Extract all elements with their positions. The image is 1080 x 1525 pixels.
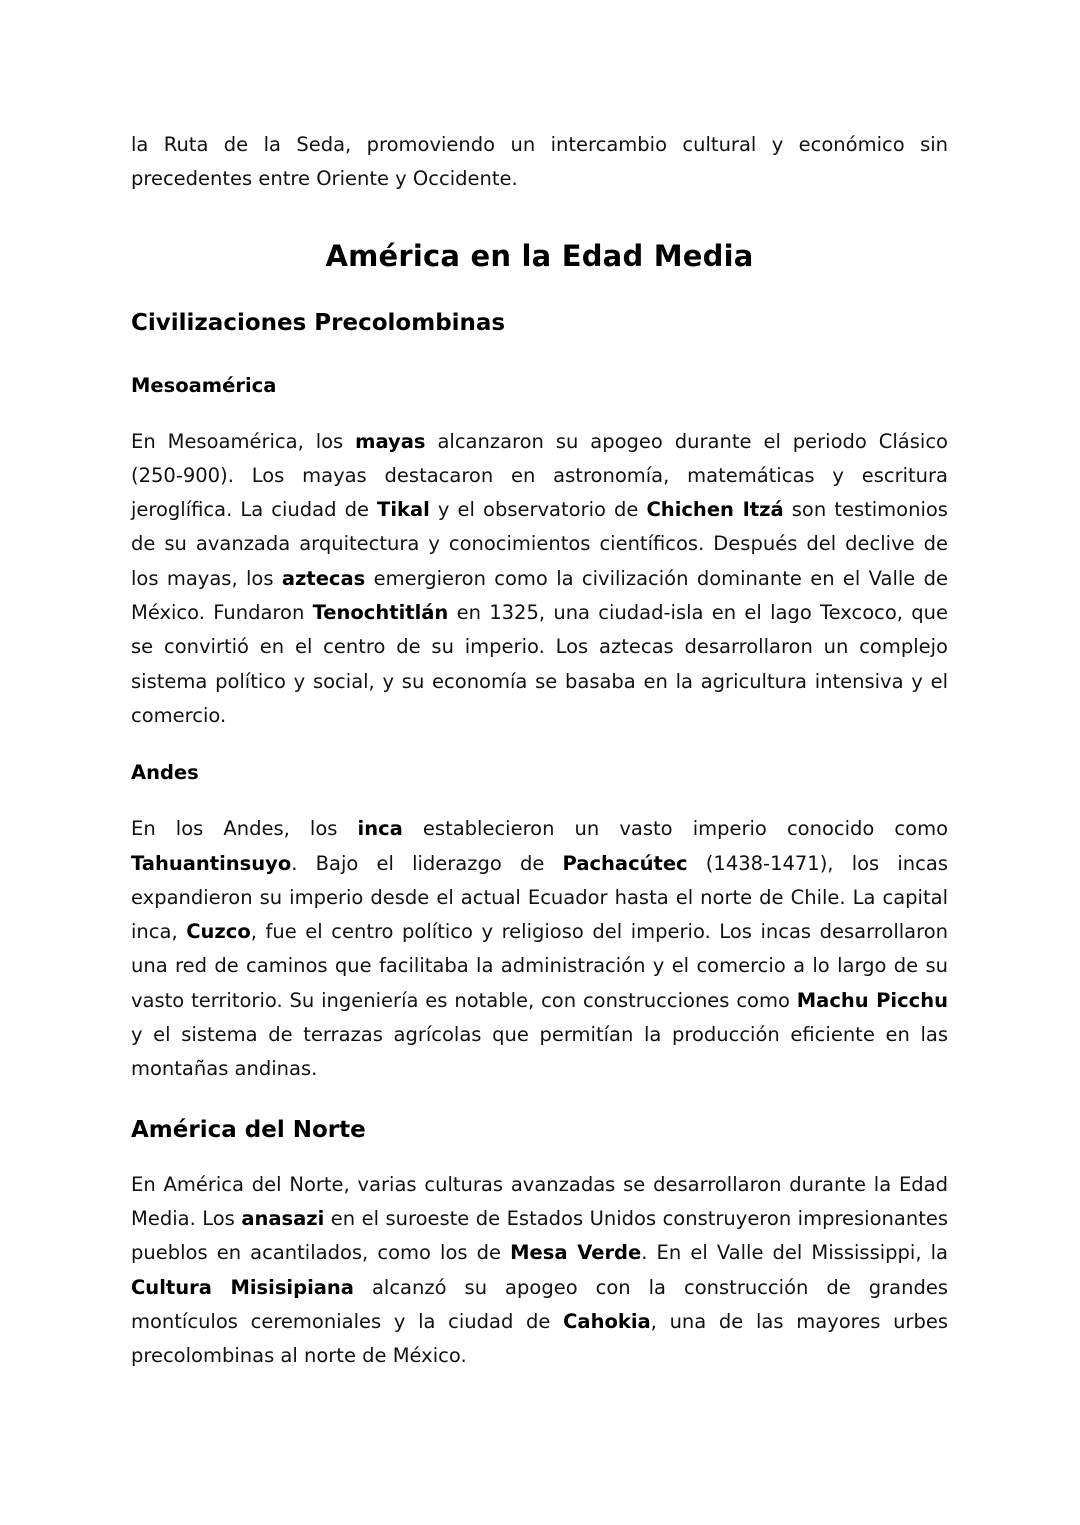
bold-term: mayas: [355, 429, 426, 453]
bold-term: Chichen Itzá: [646, 498, 784, 522]
text-run: En Mesoamérica, los: [131, 429, 356, 453]
bold-term: Tenochtitlán: [312, 601, 449, 625]
text-run: en el suroeste de Estados Unidos construyeron impresionantes pueblos en acantilados, como los de: [131, 1206, 949, 1265]
bold-term: Cahokia: [563, 1309, 651, 1333]
bold-term: anasazi: [241, 1206, 325, 1230]
text-run: alcanzó su apogeo con la construcción de grandes montículos ceremoniales y la ciudad de: [131, 1275, 948, 1333]
bold-term: Mesa Verde: [510, 1241, 642, 1265]
text-run: establecieron un vasto imperio conocido como: [402, 817, 949, 841]
text-run: (1438-1471), los incas expandieron su imperio desde el actual Ecuador hasta el norte de Chile. La capital inca,: [131, 851, 948, 944]
section-heading-precolombinas: Civilizaciones Precolombinas: [131, 309, 506, 336]
section-heading-america-del-norte: América del Norte: [131, 1116, 366, 1143]
text-run: En los Andes, los: [131, 817, 358, 841]
text-run: . Bajo el liderazgo de: [291, 851, 563, 875]
text-run: , fue el centro político y religioso del imperio. Los incas desarrollaron una red de caminos que facilitaba la administración y el comercio a lo largo de su vasto territorio. Su ingeniería es notable, con construcciones como: [131, 920, 948, 1012]
text-run: emergieron como la civilización dominante en el Valle de México. Fundaron: [131, 566, 948, 625]
bold-term: inca: [357, 817, 403, 841]
text-run: , una de las mayores urbes precolombinas al norte de México.: [131, 1309, 948, 1368]
subheading-andes: Andes: [131, 761, 199, 785]
text-run: en 1325, una ciudad-isla en el lago Texcoco, que se convirtió en el centro de su imperio. Los aztecas desarrollaron un complejo sistema político y social, y su economía se basaba en la agricultura intensiva y el comercio.: [131, 601, 949, 727]
text-run: alcanzaron su apogeo durante el periodo Clásico (250-900). Los mayas destacaron en astronomía, matemáticas y escritura jeroglífica. La ciudad de: [131, 429, 948, 522]
text-run: y el sistema de terrazas agrícolas que permitían la producción eficiente en las montañas andinas.: [131, 1023, 948, 1081]
paragraph-america-del-norte: [131, 1168, 948, 1374]
bold-term: Tikal: [377, 498, 430, 522]
intro-paragraph: la Ruta de la Seda, promoviendo un intercambio cultural y económico sin precedentes entre Oriente y Occidente.: [131, 133, 948, 191]
paragraph-andes: [131, 812, 948, 1086]
text-run: . En el Valle del Mississippi, la: [641, 1241, 948, 1265]
page-content: [131, 128, 948, 1373]
subheading-mesoamerica: Mesoamérica: [131, 373, 277, 397]
bold-term: Cuzco: [186, 920, 251, 944]
bold-term: Tahuantinsuyo: [131, 851, 292, 875]
text-run: son testimonios de su avanzada arquitectura y conocimientos científicos. Después del declive de los mayas, los: [131, 498, 948, 590]
bold-term: Machu Picchu: [796, 988, 948, 1012]
text-run: y el observatorio de: [429, 498, 647, 522]
bold-term: Cultura Misisipiana: [131, 1275, 354, 1299]
page-title: América en la Edad Media: [325, 238, 754, 273]
paragraph-mesoamerica: [131, 425, 948, 734]
bold-term: Pachacútec: [562, 851, 688, 875]
bold-term: aztecas: [281, 566, 366, 590]
text-run: En América del Norte, varias culturas avanzadas se desarrollaron durante la Edad Media. Los: [131, 1172, 948, 1230]
